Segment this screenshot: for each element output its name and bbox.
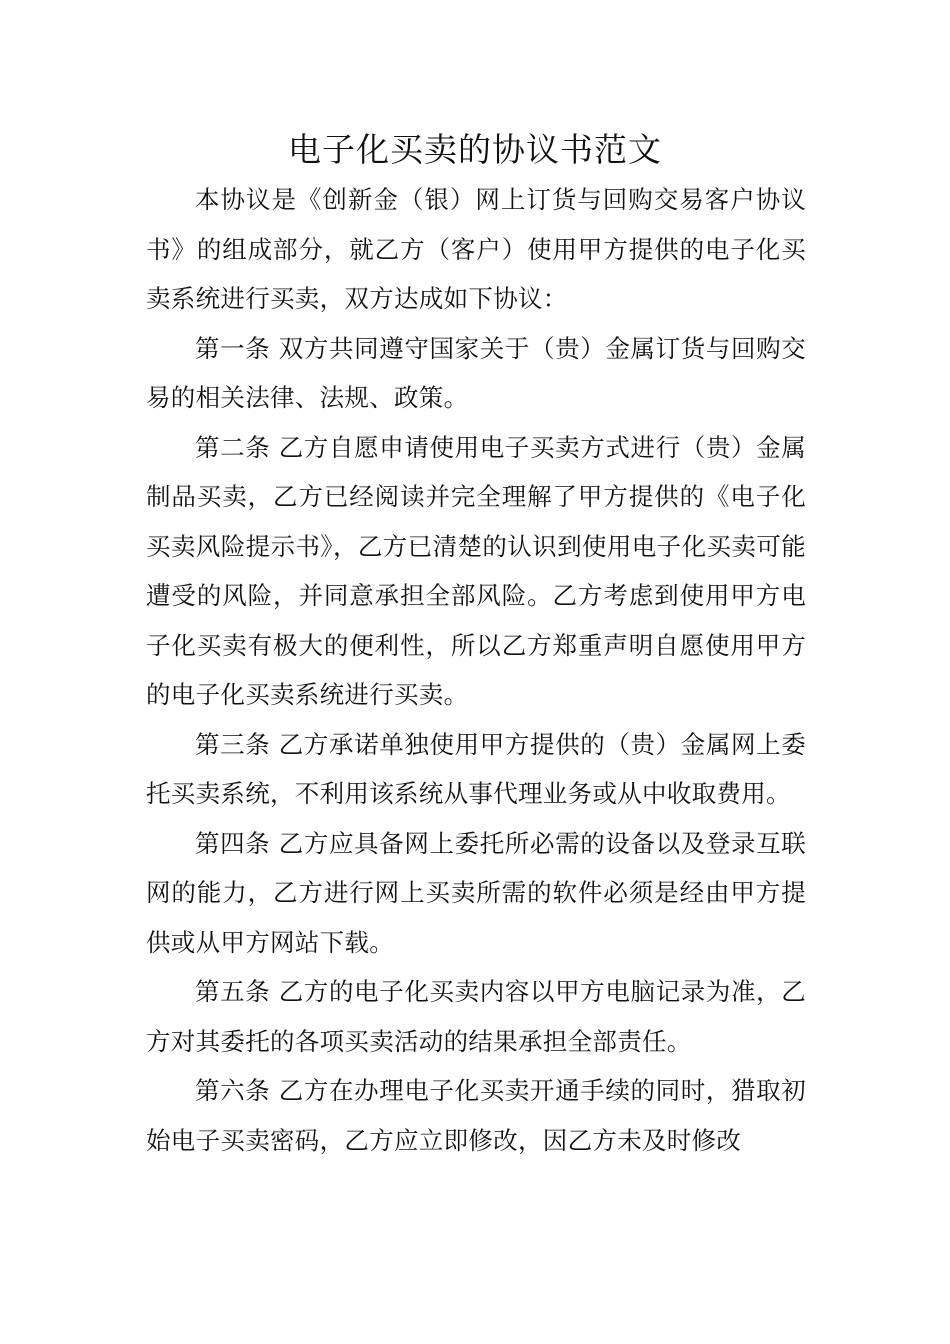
document-title: 电子化买卖的协议书范文 <box>288 130 662 169</box>
article-5-paragraph: 第五条 乙方的电子化买卖内容以甲方电脑记录为准，乙方对其委托的各项买卖活动的结果承担全部责任。 <box>146 977 806 1056</box>
article-2-paragraph: 第二条 乙方自愿申请使用电子买卖方式进行（贵）金属制品买卖，乙方已经阅读并完全理解了甲方提供的《电子化买卖风险提示书》，乙方已清楚的认识到使用电子化买卖可能遭受的风险，并同意承担全部风险。乙方考虑到使用甲方电子化买卖有极大的便利性，所以乙方郑重声明自愿使用甲方的电子化买卖系统进行买卖。 <box>146 432 806 709</box>
document-body <box>146 175 806 1165</box>
article-6-paragraph: 第六条 乙方在办理电子化买卖开通手续的同时，猎取初始电子买卖密码，乙方应立即修改，因乙方未及时修改 <box>146 1076 806 1155</box>
article-3-paragraph: 第三条 乙方承诺单独使用甲方提供的（贵）金属网上委托买卖系统，不利用该系统从事代理业务或从中收取费用。 <box>146 729 806 808</box>
article-4-paragraph: 第四条 乙方应具备网上委托所必需的设备以及登录互联网的能力，乙方进行网上买卖所需的软件必须是经由甲方提供或从甲方网站下载。 <box>146 828 806 957</box>
article-1-paragraph: 第一条 双方共同遵守国家关于（贵）金属订货与回购交易的相关法律、法规、政策。 <box>146 333 806 412</box>
intro-paragraph: 本协议是《创新金（银）网上订货与回购交易客户协议书》的组成部分，就乙方（客户）使用甲方提供的电子化买卖系统进行买卖，双方达成如下协议： <box>146 185 806 313</box>
